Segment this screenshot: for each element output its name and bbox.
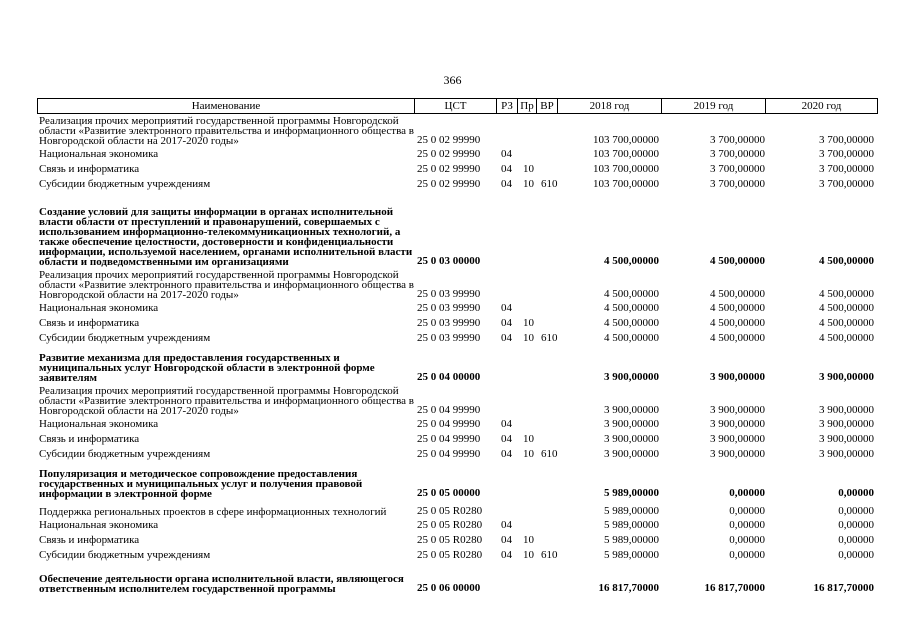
- row-value-2018: 4 500,00000: [604, 332, 659, 344]
- row-value-2019: 0,00000: [729, 505, 765, 517]
- row-vr: 610: [541, 178, 558, 190]
- row-cst: 25 0 03 99990: [417, 317, 481, 329]
- row-cst: 25 0 03 00000: [417, 255, 481, 267]
- row-value-2019: 4 500,00000: [710, 288, 765, 300]
- row-name: Субсидии бюджетным учреждениям: [39, 332, 211, 344]
- table-row: [37, 146, 878, 161]
- row-value-2018: 5 989,00000: [604, 549, 659, 561]
- row-value-2020: 3 900,00000: [819, 404, 874, 416]
- row-cst: 25 0 05 R0280: [417, 519, 483, 531]
- row-cst: 25 0 03 99990: [417, 302, 481, 314]
- row-cst: 25 0 04 00000: [417, 371, 481, 383]
- row-cst: 25 0 05 R0280: [417, 534, 483, 546]
- table-row: [37, 517, 878, 532]
- table-row: [37, 300, 878, 315]
- row-cst: 25 0 02 99990: [417, 134, 481, 146]
- row-rz: 04: [501, 549, 512, 561]
- row-vr: [541, 145, 566, 146]
- row-value-2018: 5 989,00000: [604, 534, 659, 546]
- row-name: Связь и информатика: [39, 317, 140, 329]
- row-cst: 25 0 04 99990: [417, 433, 481, 445]
- table-row: [37, 345, 878, 383]
- row-vr: 610: [541, 549, 558, 561]
- row-cst: 25 0 04 99990: [417, 418, 481, 430]
- row-value-2019: 3 900,00000: [710, 418, 765, 430]
- row-pr: 10: [523, 433, 534, 445]
- row-value-2019: 3 700,00000: [710, 163, 765, 175]
- row-rz: [501, 415, 523, 416]
- row-value-2019: 0,00000: [729, 534, 765, 546]
- row-value-2020: 3 700,00000: [819, 134, 874, 146]
- row-rz: 04: [501, 148, 512, 160]
- table-header: [37, 98, 878, 114]
- column-header-2020: 2020 год: [801, 100, 842, 112]
- table-row: [37, 176, 878, 191]
- column-header-name: Наименование: [38, 99, 415, 113]
- row-value-2020: 16 817,70000: [813, 582, 874, 594]
- row-value-2018: 5 989,00000: [604, 487, 659, 499]
- row-value-2019: 4 500,00000: [710, 255, 765, 267]
- row-value-2020: 0,00000: [838, 505, 874, 517]
- row-rz: 04: [501, 534, 512, 546]
- row-name: Поддержка региональных проектов в сфере информационных технологий: [39, 506, 387, 518]
- row-value-2019: 16 817,70000: [704, 582, 765, 594]
- row-value-2018: 5 989,00000: [604, 505, 659, 517]
- column-header-2018: 2018 год: [558, 99, 662, 113]
- column-header-rz: РЗ: [497, 99, 518, 113]
- row-rz: 04: [501, 302, 512, 314]
- row-rz: 04: [501, 448, 512, 460]
- row-value-2020: 4 500,00000: [819, 332, 874, 344]
- row-value-2019: 3 900,00000: [710, 433, 765, 445]
- row-name: Связь и информатика: [39, 534, 140, 546]
- table-row: [37, 416, 878, 431]
- row-name: Развитие механизма для предоставления государственных и муниципальных услуг Новгородской области в электронной форме заявителям: [39, 352, 375, 384]
- row-value-2019: 4 500,00000: [710, 317, 765, 329]
- row-cst: 25 0 02 99990: [417, 148, 481, 160]
- table-row: [37, 191, 878, 267]
- row-value-2019: 0,00000: [729, 519, 765, 531]
- row-rz: 04: [501, 433, 512, 445]
- row-rz: 04: [501, 317, 512, 329]
- row-cst: 25 0 03 99990: [417, 288, 481, 300]
- page-number: 366: [443, 73, 462, 87]
- table-row: [37, 315, 878, 330]
- row-vr: [541, 299, 566, 300]
- row-pr: [523, 415, 541, 416]
- row-name: Субсидии бюджетным учреждениям: [39, 549, 211, 561]
- row-rz: [501, 382, 523, 383]
- row-value-2020: 3 900,00000: [819, 448, 874, 460]
- table-row: [37, 461, 878, 499]
- row-value-2020: 3 700,00000: [819, 148, 874, 160]
- row-name: Реализация прочих мероприятий государственной программы Новгородской области «Развитие электронного правительства и информационного общества в Новгородской области на 2017-2020 годы»: [39, 115, 414, 147]
- row-pr: 10: [523, 163, 534, 175]
- row-value-2019: 3 900,00000: [710, 404, 765, 416]
- row-value-2019: 3 700,00000: [710, 148, 765, 160]
- row-vr: 610: [541, 448, 558, 460]
- table-row: [37, 499, 878, 517]
- row-name: Национальная экономика: [39, 148, 159, 160]
- table-row: [37, 562, 878, 594]
- row-cst: 25 0 02 99990: [417, 178, 481, 190]
- row-value-2020: 4 500,00000: [819, 255, 874, 267]
- row-value-2019: 3 900,00000: [710, 371, 765, 383]
- row-name: Связь и информатика: [39, 433, 140, 445]
- row-rz: [501, 299, 523, 300]
- row-value-2020: 0,00000: [838, 534, 874, 546]
- row-vr: [541, 415, 566, 416]
- row-pr: [523, 145, 541, 146]
- row-value-2018: 3 900,00000: [604, 433, 659, 445]
- row-name: Реализация прочих мероприятий государственной программы Новгородской области «Развитие электронного правительства и информационного общества в Новгородской области на 2017-2020 годы»: [39, 269, 414, 301]
- row-pr: [523, 498, 541, 499]
- row-pr: [523, 382, 541, 383]
- row-cst: 25 0 05 R0280: [417, 505, 483, 517]
- row-name: Субсидии бюджетным учреждениям: [39, 448, 211, 460]
- row-value-2018: 3 900,00000: [604, 371, 659, 383]
- row-value-2018: 3 900,00000: [604, 404, 659, 416]
- row-value-2020: 0,00000: [838, 519, 874, 531]
- row-pr: [523, 266, 541, 267]
- row-rz: [501, 498, 523, 499]
- row-cst: 25 0 05 R0280: [417, 549, 483, 561]
- row-value-2020: 0,00000: [838, 487, 874, 499]
- row-value-2019: 4 500,00000: [710, 302, 765, 314]
- table-row: [37, 383, 878, 416]
- table-row: [37, 532, 878, 547]
- row-value-2020: 0,00000: [838, 549, 874, 561]
- row-value-2020: 4 500,00000: [819, 302, 874, 314]
- row-value-2020: 3 700,00000: [819, 163, 874, 175]
- row-name: Реализация прочих мероприятий государственной программы Новгородской области «Развитие электронного правительства и информационного общества в Новгородской области на 2017-2020 годы»: [39, 385, 414, 417]
- row-value-2018: 16 817,70000: [598, 582, 659, 594]
- row-vr: [541, 382, 566, 383]
- row-name: Связь и информатика: [39, 163, 140, 175]
- row-rz: 04: [501, 332, 512, 344]
- row-value-2018: 5 989,00000: [604, 519, 659, 531]
- row-vr: [541, 498, 566, 499]
- row-value-2020: 4 500,00000: [819, 317, 874, 329]
- row-value-2019: 3 700,00000: [710, 134, 765, 146]
- row-value-2020: 3 900,00000: [819, 371, 874, 383]
- table-row: [37, 267, 878, 300]
- column-header-cst: ЦСТ: [415, 99, 497, 113]
- row-rz: 04: [501, 519, 512, 531]
- row-rz: 04: [501, 178, 512, 190]
- row-name: Национальная экономика: [39, 302, 159, 314]
- row-cst: 25 0 03 99990: [417, 332, 481, 344]
- row-pr: 10: [523, 448, 534, 460]
- row-value-2018: 3 900,00000: [604, 418, 659, 430]
- row-value-2018: 4 500,00000: [604, 255, 659, 267]
- row-value-2018: 3 900,00000: [604, 448, 659, 460]
- row-cst: 25 0 05 00000: [417, 487, 481, 499]
- row-pr: [523, 299, 541, 300]
- row-pr: [523, 593, 541, 594]
- row-value-2018: 103 700,00000: [593, 163, 659, 175]
- row-vr: [541, 516, 566, 517]
- row-value-2020: 3 700,00000: [819, 178, 874, 190]
- table-row: [37, 547, 878, 562]
- row-vr: 610: [541, 332, 558, 344]
- table-row: [37, 161, 878, 176]
- column-header-pr: Пр: [518, 99, 537, 113]
- table-row: [37, 446, 878, 461]
- row-cst: 25 0 02 99990: [417, 163, 481, 175]
- row-rz: [501, 516, 523, 517]
- row-name: Создание условий для защиты информации в органах исполнительной власти области от преступлений и правонарушений, совершаемых с использованием информационно-телекоммуникационных технологий, а также обеспечение целостности, достоверности и конфиденциальности информации, используемой населением, органами исполнительной власти области и подведомственными им организациями: [39, 206, 413, 268]
- row-name: Субсидии бюджетным учреждениям: [39, 178, 211, 190]
- row-value-2019: 3 900,00000: [710, 448, 765, 460]
- row-rz: 04: [501, 163, 512, 175]
- row-value-2018: 4 500,00000: [604, 302, 659, 314]
- row-pr: 10: [523, 178, 534, 190]
- row-pr: 10: [523, 534, 534, 546]
- row-rz: 04: [501, 418, 512, 430]
- column-header-2019: 2019 год: [662, 99, 766, 113]
- row-rz: [501, 145, 523, 146]
- table-row: [37, 330, 878, 345]
- row-value-2020: 3 900,00000: [819, 433, 874, 445]
- row-value-2020: 3 900,00000: [819, 418, 874, 430]
- row-pr: 10: [523, 549, 534, 561]
- row-cst: 25 0 04 99990: [417, 448, 481, 460]
- row-rz: [501, 593, 523, 594]
- row-value-2018: 4 500,00000: [604, 317, 659, 329]
- table-body: [37, 113, 878, 594]
- row-cst: 25 0 04 99990: [417, 404, 481, 416]
- row-value-2018: 103 700,00000: [593, 148, 659, 160]
- row-value-2020: 4 500,00000: [819, 288, 874, 300]
- row-value-2019: 4 500,00000: [710, 332, 765, 344]
- table-row: [37, 113, 878, 146]
- row-value-2018: 103 700,00000: [593, 134, 659, 146]
- row-pr: 10: [523, 332, 534, 344]
- row-value-2018: 103 700,00000: [593, 178, 659, 190]
- column-header-vr: ВР: [537, 99, 558, 113]
- row-pr: 10: [523, 317, 534, 329]
- row-pr: [523, 516, 541, 517]
- row-rz: [501, 266, 523, 267]
- row-name: Популяризация и методическое сопровождение предоставления государственных и муниципальных услуг и получения правовой информации в электронной форме: [39, 468, 363, 500]
- row-name: Национальная экономика: [39, 418, 159, 430]
- row-name: Обеспечение деятельности органа исполнительной власти, являющегося ответственным исполнителем государственной программы: [39, 573, 404, 595]
- row-value-2019: 0,00000: [729, 549, 765, 561]
- row-vr: [541, 593, 566, 594]
- row-name: Национальная экономика: [39, 519, 159, 531]
- row-value-2018: 4 500,00000: [604, 288, 659, 300]
- row-value-2019: 0,00000: [729, 487, 765, 499]
- row-value-2019: 3 700,00000: [710, 178, 765, 190]
- table-row: [37, 431, 878, 446]
- row-vr: [541, 266, 566, 267]
- row-cst: 25 0 06 00000: [417, 582, 481, 594]
